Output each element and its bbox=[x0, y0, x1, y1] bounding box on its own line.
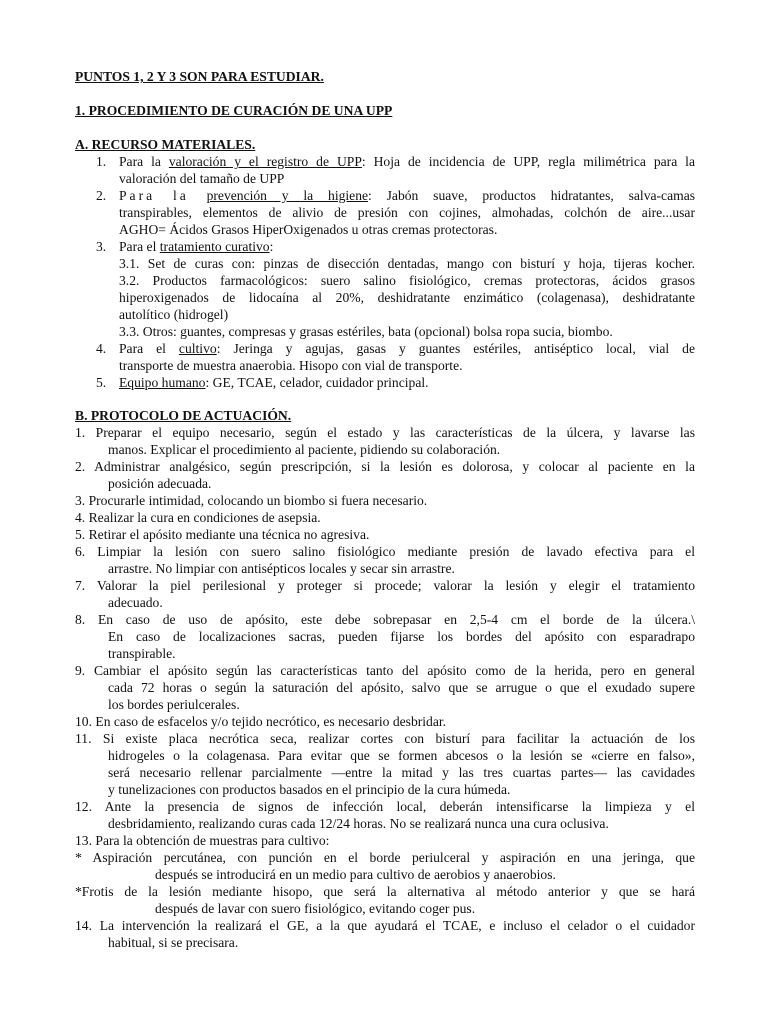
resource-3-number: 3. bbox=[96, 239, 107, 254]
resource-5-line bbox=[119, 375, 429, 392]
resources-heading: A. RECURSO MATERIALES. bbox=[75, 137, 256, 152]
protocol-6-line2: arrastre. No limpiar con antisépticos locales y secar sin arrastre. bbox=[108, 561, 455, 576]
resource-2-pre: Para la bbox=[119, 188, 207, 203]
protocol-8-line2: En caso de localizaciones sacras, pueden fijarse los bordes del apósito con esparadrapo bbox=[108, 629, 695, 644]
protocol-1-line2: manos. Explicar el procedimiento al paciente, pidiendo su colaboración. bbox=[108, 442, 501, 457]
resource-1-term: valoración y el registro de UPP bbox=[168, 154, 362, 169]
resource-3-sub2-line2: hiperoxigenados de lidocaína al 20%, deshidratante enzimático (colagenasa), deshidratante bbox=[119, 290, 695, 305]
resource-3-sub2-line3: autolítico (hidrogel) bbox=[119, 307, 229, 322]
resource-4-post: : Jeringa y agujas, gasas y guantes estériles, antiséptico local, vial de bbox=[216, 341, 695, 356]
protocol-8-line3: transpirable. bbox=[108, 646, 176, 661]
resource-3-line bbox=[119, 239, 273, 256]
protocol-4-line: 4. Realizar la cura en condiciones de asepsia. bbox=[75, 510, 321, 525]
resource-1-line2: valoración del tamaño de UPP bbox=[119, 171, 285, 186]
protocol-2-line1: 2. Administrar analgésico, según prescripción, si la lesión es dolorosa, y colocar al paciente en la bbox=[75, 459, 695, 474]
protocol-11-line3: será necesario rellenar parcialmente —entre la mitad y las tres cuartas partes— las cavidades bbox=[108, 765, 695, 780]
resource-1-post: : Hoja de incidencia de UPP, regla milimétrica para la bbox=[361, 154, 695, 169]
resource-4-pre: Para el bbox=[119, 341, 179, 356]
protocol-1-line1: 1. Preparar el equipo necesario, según el estado y las características de la úlcera, y lavarse las bbox=[75, 425, 695, 440]
resource-3-sub3: 3.3. Otros: guantes, compresas y grasas estériles, bata (opcional) bolsa ropa sucia, biombo. bbox=[119, 324, 613, 339]
protocol-11-line4: y tunelizaciones con productos basados en el principio de la cura húmeda. bbox=[108, 782, 511, 797]
protocol-9-line3: los bordes periulcerales. bbox=[108, 697, 240, 712]
resource-2-line3: AGHO= Ácidos Grasos HiperOxigenados u otras cremas protectoras. bbox=[119, 222, 498, 237]
resource-1-pre: Para la bbox=[119, 154, 169, 169]
protocol-2-line2: posición adecuada. bbox=[108, 476, 212, 491]
resource-2-line bbox=[119, 188, 695, 205]
study-heading: PUNTOS 1, 2 Y 3 SON PARA ESTUDIAR. bbox=[75, 69, 324, 84]
protocol-11-line2: hidrogeles o la colagenasa. Para evitar que se formen abcesos o la lesión se «cierre en falso», bbox=[108, 748, 695, 763]
protocol-13-line: 13. Para la obtención de muestras para cultivo: bbox=[75, 833, 330, 848]
protocol-heading: B. PROTOCOLO DE ACTUACIÓN. bbox=[75, 408, 292, 423]
protocol-7-line1: 7. Valorar la piel perilesional y proteger si procede; valorar la lesión y elegir el tratamiento bbox=[75, 578, 695, 593]
protocol-13-frotis-line1: *Frotis de la lesión mediante hisopo, que será la alternativa al método anterior y que se hará bbox=[75, 884, 695, 899]
protocol-8-line1: 8. En caso de uso de apósito, este debe sobrepasar en 2,5-4 cm el borde de la úlcera.\ bbox=[75, 612, 695, 627]
resource-2-post: : Jabón suave, productos hidratantes, salva-camas bbox=[368, 188, 696, 203]
protocol-13-aspiration-line2: después se introducirá en un medio para cultivo de aerobios y anaerobios. bbox=[155, 867, 556, 882]
protocol-9-line2: cada 72 horas o según la saturación del apósito, salvo que se arrugue o que el exudado supere bbox=[108, 680, 695, 695]
resource-5-post: : GE, TCAE, celador, cuidador principal. bbox=[205, 375, 429, 390]
resource-2-line2: transpirables, elementos de alivio de presión con cojines, almohadas, colchón de aire...usar bbox=[119, 205, 695, 220]
protocol-6-line1: 6. Limpiar la lesión con suero salino fisiológico mediante presión de lavado efectiva para el bbox=[75, 544, 695, 559]
resource-3-pre: Para el bbox=[119, 239, 160, 254]
protocol-14-line2: habitual, si se precisara. bbox=[108, 935, 239, 950]
resource-3-sub1: 3.1. Set de curas con: pinzas de disección dentadas, mango con bisturí y hoja, tijeras kocher. bbox=[119, 256, 695, 271]
resource-1-number: 1. bbox=[96, 154, 107, 169]
resource-2-number: 2. bbox=[96, 188, 107, 203]
protocol-5-line: 5. Retirar el apósito mediante una técnica no agresiva. bbox=[75, 527, 370, 542]
resource-5-number: 5. bbox=[96, 375, 107, 390]
resource-3-sub2-line1: 3.2. Productos farmacológicos: suero salino fisiológico, cremas protectoras, ácidos grasos bbox=[119, 273, 695, 288]
procedure-heading: 1. PROCEDIMIENTO DE CURACIÓN DE UNA UPP bbox=[75, 103, 393, 118]
resource-5-term: Equipo humano bbox=[119, 375, 206, 390]
protocol-13-frotis-line2: después de lavar con suero fisiológico, evitando coger pus. bbox=[155, 901, 476, 916]
protocol-12-line2: desbridamiento, realizando curas cada 12/24 horas. No se realizará nunca una cura oclusiva. bbox=[108, 816, 609, 831]
protocol-13-aspiration-line1: * Aspiración percutánea, con punción en el borde periulceral y aspiración en una jeringa, que bbox=[75, 850, 695, 865]
resource-2-term: prevención y la higiene bbox=[206, 188, 369, 203]
protocol-10-line: 10. En caso de esfacelos y/o tejido necrótico, es necesario desbridar. bbox=[75, 714, 447, 729]
resource-1-line bbox=[119, 154, 695, 171]
protocol-12-line1: 12. Ante la presencia de signos de infección local, deberán intensificarse la limpieza y el bbox=[75, 799, 695, 814]
protocol-14-line1: 14. La intervención la realizará el GE, a la que ayudará el TCAE, e incluso el celador o el cuidador bbox=[75, 918, 695, 933]
resource-3-term: tratamiento curativo bbox=[159, 239, 270, 254]
protocol-11-line1: 11. Si existe placa necrótica seca, realizar cortes con bisturí para facilitar la actuación de los bbox=[75, 731, 695, 746]
resource-4-term: cultivo bbox=[178, 341, 217, 356]
protocol-9-line1: 9. Cambiar el apósito según las características tanto del apósito como de la herida, pero en general bbox=[75, 663, 695, 678]
resource-4-line2: transporte de muestra anaerobia. Hisopo con vial de transporte. bbox=[119, 358, 463, 373]
protocol-3-line: 3. Procurarle intimidad, colocando un biombo si fuera necesario. bbox=[75, 493, 428, 508]
resource-4-line bbox=[119, 341, 695, 358]
resource-4-number: 4. bbox=[96, 341, 107, 356]
resource-3-post: : bbox=[269, 239, 274, 254]
protocol-7-line2: adecuado. bbox=[108, 595, 163, 610]
